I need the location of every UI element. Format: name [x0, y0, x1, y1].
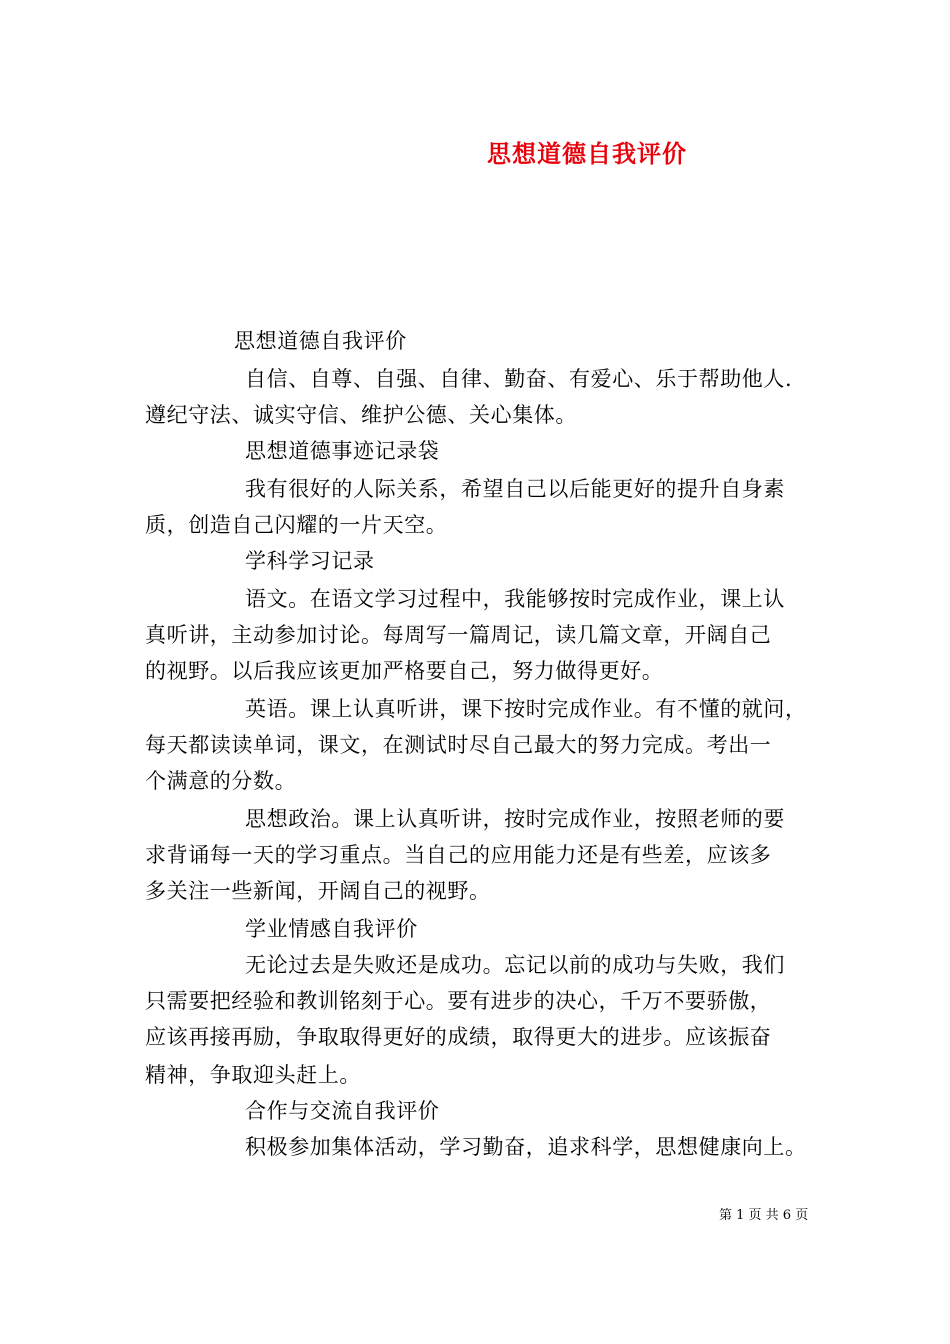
paragraph-line: 英语。课上认真听讲，课下按时完成作业。有不懂的就问， [245, 697, 807, 721]
paragraph-line: 多关注一些新闻，开阔自己的视野。 [145, 879, 491, 903]
paragraph-line: 真听讲，主动参加讨论。每周写一篇周记，读几篇文章，开阔自己 [145, 623, 772, 647]
section-heading: 思想道德自我评价 [234, 329, 407, 353]
paragraph-line: 精神，争取迎头赶上。 [145, 1063, 361, 1087]
paragraph-line: 个满意的分数。 [145, 769, 297, 793]
paragraph-line: 自信、自尊、自强、自律、勤奋、有爱心、乐于帮助他人. [245, 367, 793, 391]
document-title: 思想道德自我评价 [487, 139, 687, 168]
paragraph-line: 质，创造自己闪耀的一片天空。 [145, 513, 448, 537]
paragraph-line: 应该再接再励，争取取得更好的成绩，取得更大的进步。应该振奋 [145, 1025, 772, 1049]
paragraph-line: 思想政治。课上认真听讲，按时完成作业，按照老师的要 [245, 807, 785, 831]
paragraph-line: 遵纪守法、诚实守信、维护公德、关心集体。 [145, 403, 577, 427]
paragraph-line: 语文。在语文学习过程中，我能够按时完成作业，课上认 [245, 587, 785, 611]
section-heading: 学科学习记录 [245, 549, 375, 573]
page-number-footer: 第 1 页 共 6 页 [719, 1208, 809, 1223]
paragraph-line: 我有很好的人际关系，希望自己以后能更好的提升自身素 [245, 477, 785, 501]
section-heading: 合作与交流自我评价 [245, 1099, 440, 1123]
paragraph-line: 无论过去是失败还是成功。忘记以前的成功与失败，我们 [245, 953, 785, 977]
section-heading: 思想道德事迹记录袋 [245, 439, 440, 463]
paragraph-line: 的视野。以后我应该更加严格要自己，努力做得更好。 [145, 659, 664, 683]
paragraph-line: 每天都读读单词，课文，在测试时尽自己最大的努力完成。考出一 [145, 733, 772, 757]
paragraph-line: 积极参加集体活动，学习勤奋，追求科学，思想健康向上。 [245, 1135, 807, 1159]
section-heading: 学业情感自我评价 [245, 917, 418, 941]
paragraph-line: 求背诵每一天的学习重点。当自己的应用能力还是有些差，应该多 [145, 843, 772, 867]
paragraph-line: 只需要把经验和教训铭刻于心。要有进步的决心，千万不要骄傲， [145, 989, 772, 1013]
